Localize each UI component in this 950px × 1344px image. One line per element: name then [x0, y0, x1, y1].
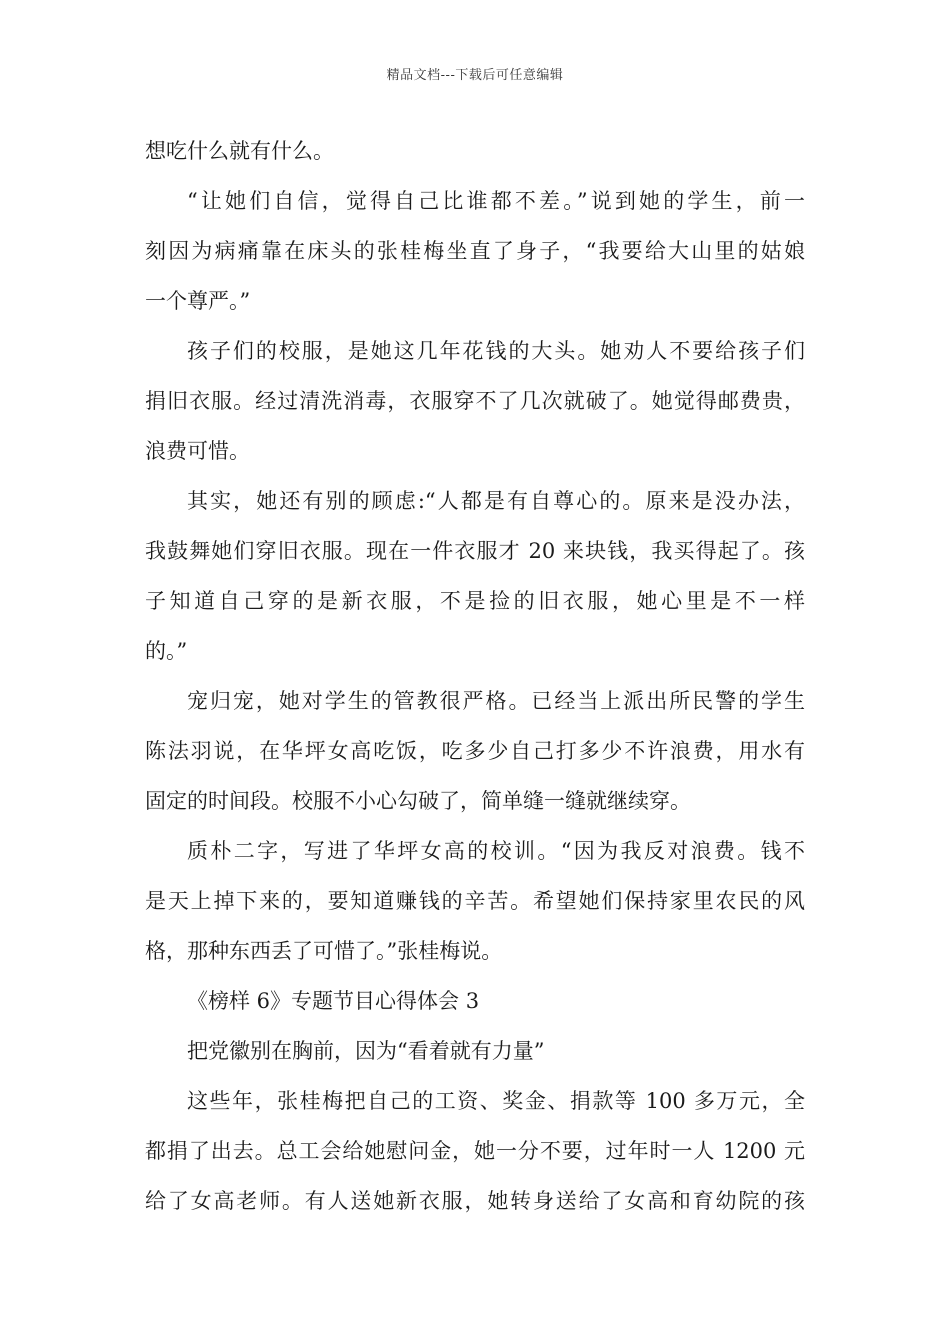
text-line: 这些年，张桂梅把自己的工资、奖金、捐款等 100 多万元，全 — [187, 1089, 805, 1113]
text-line: 给了女高老师。有人送她新衣服，她转身送给了女高和育幼院的孩 — [145, 1189, 805, 1213]
text-line: 是天上掉下来的，要知道赚钱的辛苦。希望她们保持家里农民的风 — [145, 889, 805, 913]
text-line: 固定的时间段。校服不小心勾破了，简单缝一缝就继续穿。 — [145, 789, 691, 813]
text-line: 刻因为病痛靠在床头的张桂梅坐直了身子，“我要给大山里的姑娘 — [145, 239, 805, 263]
text-line: 格，那种东西丢了可惜了。”张桂梅说。 — [145, 939, 503, 963]
text-line: 子知道自己穿的是新衣服，不是捡的旧衣服，她心里是不一样 — [145, 589, 805, 613]
page-header: 精品文档---下载后可任意编辑 — [386, 68, 564, 83]
text-line: 浪费可惜。 — [145, 439, 250, 463]
text-line: 陈法羽说，在华坪女高吃饭，吃多少自己打多少不许浪费，用水有 — [145, 739, 805, 763]
text-line: 把党徽别在胸前，因为“看着就有力量” — [187, 1039, 545, 1063]
text-line: 其实，她还有别的顾虑:“人都是有自尊心的。原来是没办法， — [187, 489, 805, 513]
text-line: 的。” — [145, 639, 188, 663]
text-line: 一个尊严。” — [145, 289, 251, 313]
text-line: 《榜样 6》专题节目心得体会 3 — [187, 989, 480, 1013]
text-line: 捐旧衣服。经过清洗消毒，衣服穿不了几次就破了。她觉得邮费贵， — [145, 389, 805, 413]
text-line: “让她们自信，觉得自己比谁都不差。”说到她的学生，前一 — [187, 189, 805, 213]
text-line: 我鼓舞她们穿旧衣服。现在一件衣服才 20 来块钱，我买得起了。孩 — [145, 539, 805, 563]
text-line: 孩子们的校服，是她这几年花钱的大头。她劝人不要给孩子们 — [187, 339, 805, 363]
document-body — [145, 126, 805, 1226]
text-line: 想吃什么就有什么。 — [145, 139, 334, 163]
text-line: 宠归宠，她对学生的管教很严格。已经当上派出所民警的学生 — [187, 689, 805, 713]
text-line: 质朴二字，写进了华坪女高的校训。“因为我反对浪费。钱不 — [187, 839, 805, 863]
text-line: 都捐了出去。总工会给她慰问金，她一分不要，过年时一人 1200 元 — [145, 1139, 805, 1163]
